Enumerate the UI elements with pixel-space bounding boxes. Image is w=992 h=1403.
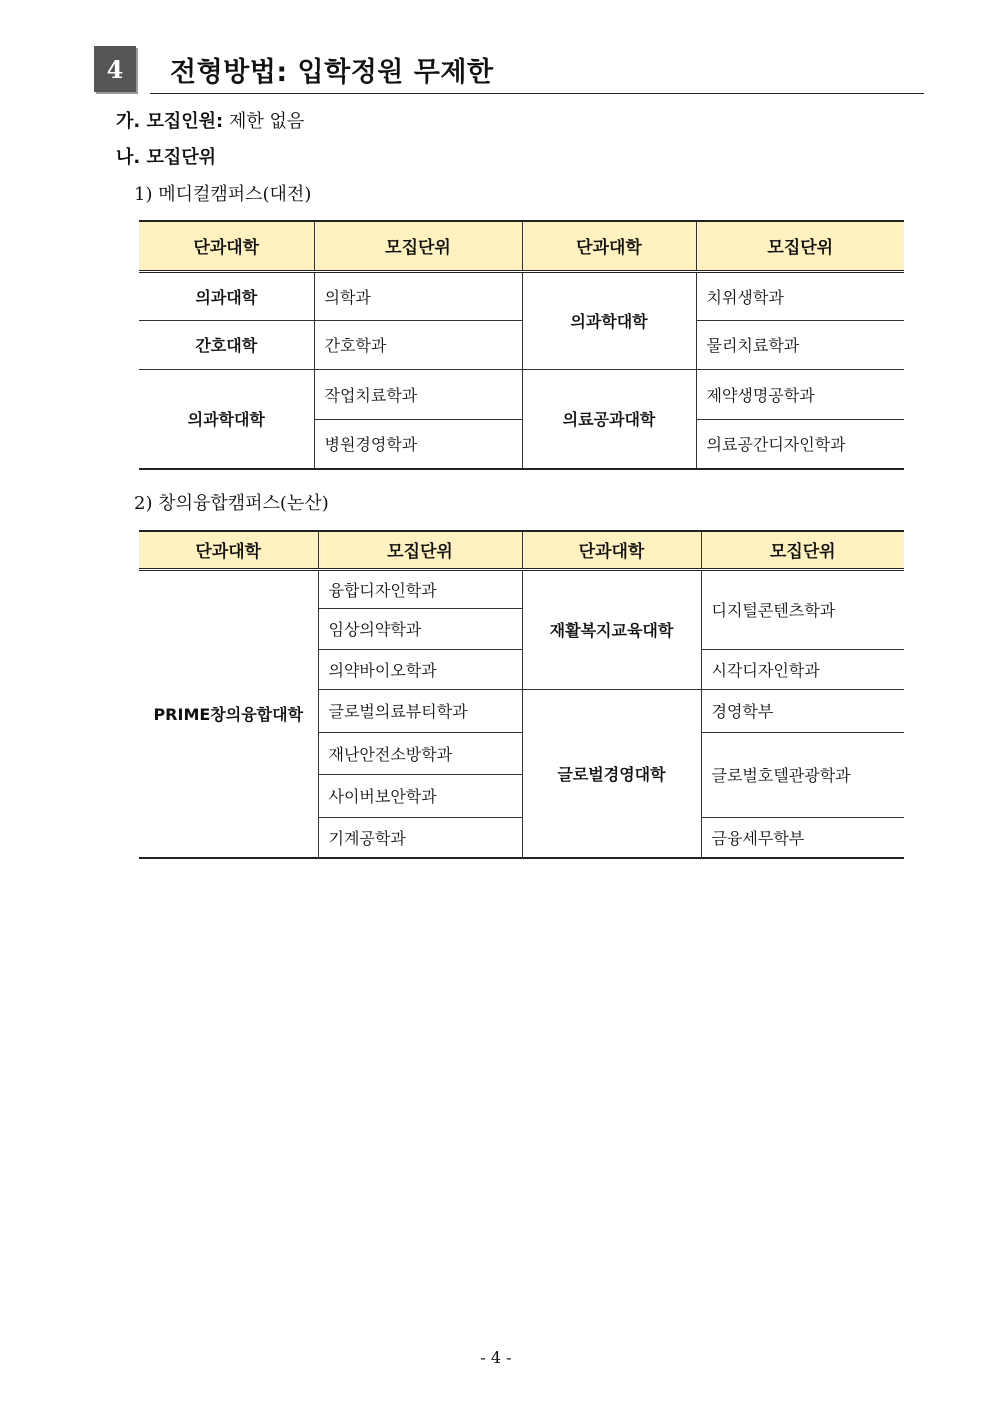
college-cell: 글로벌경영대학 <box>522 689 701 858</box>
table-row <box>139 320 904 369</box>
college-cell: 의과학대학 <box>522 271 696 369</box>
campus1-table <box>139 220 904 470</box>
unit-cell: 의료공간디자인학과 <box>696 419 904 469</box>
unit-cell: 금융세무학부 <box>701 817 904 858</box>
table-header-row <box>139 531 904 569</box>
college-cell: 의과학대학 <box>139 369 314 469</box>
table-row <box>139 369 904 419</box>
table-row <box>139 569 904 608</box>
college-cell: 의료공과대학 <box>522 369 696 469</box>
unit-cell: 임상의약학과 <box>318 608 522 649</box>
header-unit: 모집단위 <box>314 221 522 271</box>
recruit-count-value: 제한 없음 <box>228 111 305 132</box>
recruit-unit-label: 나. 모집단위 <box>116 147 217 168</box>
college-cell: 간호대학 <box>139 320 314 369</box>
header-college: 단과대학 <box>522 221 696 271</box>
header-college: 단과대학 <box>139 531 318 569</box>
header-unit: 모집단위 <box>701 531 904 569</box>
unit-cell: 제약생명공학과 <box>696 369 904 419</box>
unit-cell: 기계공학과 <box>318 817 522 858</box>
campus2-table <box>139 530 904 859</box>
unit-cell: 경영학부 <box>701 689 904 732</box>
campus1-title: 1) 메디컬캠퍼스(대전) <box>134 184 312 205</box>
college-cell: 재활복지교육대학 <box>522 569 701 689</box>
recruit-count-label: 가. 모집인원: <box>116 111 224 132</box>
unit-cell: 글로벌호텔관광학과 <box>701 732 904 817</box>
unit-cell: 글로벌의료뷰티학과 <box>318 689 522 732</box>
table-header-row <box>139 221 904 271</box>
section-title: 전형방법: 입학정원 무제한 <box>170 57 494 88</box>
unit-cell: 융합디자인학과 <box>318 569 522 608</box>
unit-cell: 의학과 <box>314 271 522 320</box>
unit-cell: 디지털콘텐츠학과 <box>701 569 904 649</box>
campus2-title: 2) 창의융합캠퍼스(논산) <box>134 493 329 514</box>
unit-cell: 물리치료학과 <box>696 320 904 369</box>
table-row <box>139 271 904 320</box>
section-divider <box>150 93 924 94</box>
recruit-count-line <box>116 107 304 133</box>
unit-cell: 치위생학과 <box>696 271 904 320</box>
section-header <box>94 46 924 94</box>
college-cell: 의과대학 <box>139 271 314 320</box>
section-number-badge: 4 <box>94 46 136 92</box>
page-number: - 4 - <box>480 1348 512 1367</box>
unit-cell: 병원경영학과 <box>314 419 522 469</box>
header-unit: 모집단위 <box>696 221 904 271</box>
unit-cell: 간호학과 <box>314 320 522 369</box>
college-cell: PRIME창의융합대학 <box>139 569 318 858</box>
unit-cell: 재난안전소방학과 <box>318 732 522 774</box>
header-college: 단과대학 <box>522 531 701 569</box>
unit-cell: 의약바이오학과 <box>318 649 522 689</box>
unit-cell: 사이버보안학과 <box>318 774 522 817</box>
recruit-unit-heading <box>116 143 216 169</box>
unit-cell: 작업치료학과 <box>314 369 522 419</box>
header-college: 단과대학 <box>139 221 314 271</box>
header-unit: 모집단위 <box>318 531 522 569</box>
unit-cell: 시각디자인학과 <box>701 649 904 689</box>
